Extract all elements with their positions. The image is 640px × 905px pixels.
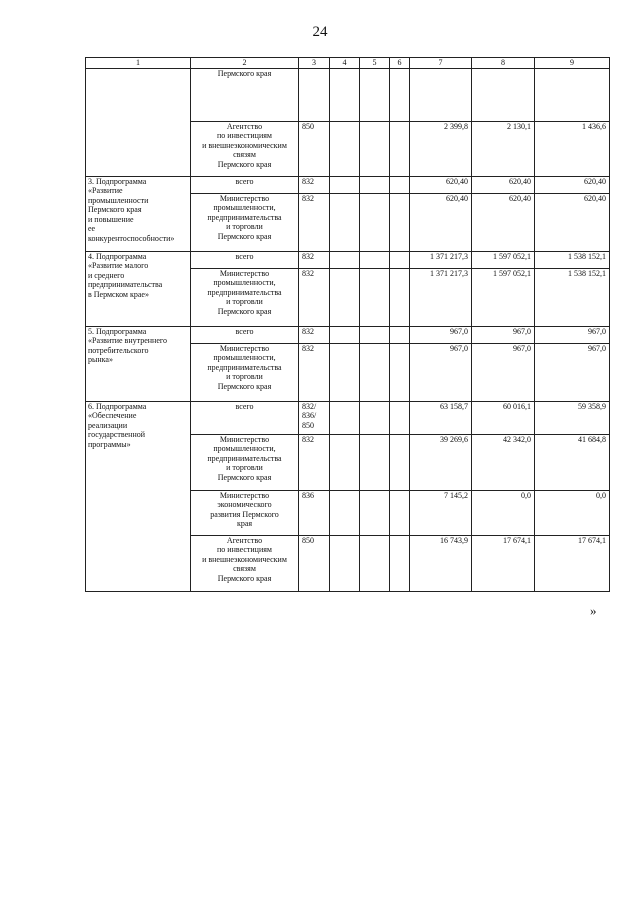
value-cell: 1 597 052,1 [472,268,535,326]
code-cell: 850 [299,535,330,591]
value-cell: 0,0 [535,490,610,535]
closing-quote: » [590,603,597,618]
subprogram-cell: 5. Подпрограмма «Развитие внутреннего потребительского рынка» [86,326,191,401]
value-cell: 967,0 [472,343,535,401]
code-cell: 832 [299,268,330,326]
value-cell: 1 371 217,3 [410,251,472,268]
value-cell: 620,40 [472,193,535,251]
column-number: 7 [410,58,472,69]
table-row [86,176,610,193]
value-cell: 967,0 [472,326,535,343]
value-cell: 620,40 [410,176,472,193]
column-number: 5 [360,58,390,69]
column-number: 2 [191,58,299,69]
value-cell: 39 269,6 [410,434,472,490]
executor-cell: Министерство промышленности, предпринимательства и торговли Пермского края [191,343,299,401]
executor-cell: всего [191,251,299,268]
column-number: 6 [390,58,410,69]
column-number: 9 [535,58,610,69]
column-number: 4 [330,58,360,69]
value-cell: 42 342,0 [472,434,535,490]
subprogram-cell [86,68,191,176]
value-cell: 63 158,7 [410,401,472,434]
page-number: 24 [312,24,328,40]
value-cell: 620,40 [410,193,472,251]
value-cell: 0,0 [472,490,535,535]
value-cell: 967,0 [535,343,610,401]
column-number: 3 [299,58,330,69]
code-cell: 832 [299,343,330,401]
value-cell: 967,0 [410,326,472,343]
subprogram-cell: 3. Подпрограмма «Развитие промышленности Пермского края и повышение ее конкурентоспособности» [86,176,191,251]
subprogram-cell: 6. Подпрограмма «Обеспечение реализации государственной программы» [86,401,191,591]
code-cell: 832 [299,176,330,193]
executor-cell: Министерство промышленности, предпринимательства и торговли Пермского края [191,434,299,490]
executor-cell: Пермского края [191,68,299,121]
code-cell: 832 [299,193,330,251]
value-cell: 967,0 [410,343,472,401]
value-cell: 620,40 [535,176,610,193]
executor-cell: Министерство промышленности, предпринимательства и торговли Пермского края [191,268,299,326]
value-cell: 967,0 [535,326,610,343]
value-cell: 2 399,8 [410,121,472,176]
code-cell: 832 [299,434,330,490]
executor-cell: Министерство экономического развития Пермского края [191,490,299,535]
value-cell: 60 016,1 [472,401,535,434]
column-number: 8 [472,58,535,69]
table-row [86,401,610,434]
value-cell: 7 145,2 [410,490,472,535]
value-cell: 1 436,6 [535,121,610,176]
code-cell: 850 [299,121,330,176]
subprogram-cell: 4. Подпрограмма «Развитие малого и среднего предпринимательства в Пермском крае» [86,251,191,326]
value-cell: 1 371 217,3 [410,268,472,326]
code-cell: 836 [299,490,330,535]
table-row [86,251,610,268]
budget-table [85,57,610,592]
value-cell: 2 130,1 [472,121,535,176]
executor-cell: всего [191,176,299,193]
value-cell: 1 538 152,1 [535,268,610,326]
value-cell: 1 538 152,1 [535,251,610,268]
code-cell: 832 [299,326,330,343]
column-number-header-row [86,58,610,69]
executor-cell: Министерство промышленности, предпринимательства и торговли Пермского края [191,193,299,251]
value-cell: 17 674,1 [535,535,610,591]
value-cell: 16 743,9 [410,535,472,591]
code-cell: 832 [299,251,330,268]
executor-cell: всего [191,326,299,343]
executor-cell: Агентство по инвестициям и внешнеэкономическим связям Пермского края [191,535,299,591]
code-cell: 832/ 836/ 850 [299,401,330,434]
value-cell: 41 684,8 [535,434,610,490]
column-number: 1 [86,58,191,69]
value-cell: 17 674,1 [472,535,535,591]
table-row [86,68,610,121]
value-cell: 620,40 [535,193,610,251]
executor-cell: Агентство по инвестициям и внешнеэкономическим связям Пермского края [191,121,299,176]
value-cell: 620,40 [472,176,535,193]
executor-cell: всего [191,401,299,434]
value-cell: 59 358,9 [535,401,610,434]
table-row [86,326,610,343]
value-cell: 1 597 052,1 [472,251,535,268]
